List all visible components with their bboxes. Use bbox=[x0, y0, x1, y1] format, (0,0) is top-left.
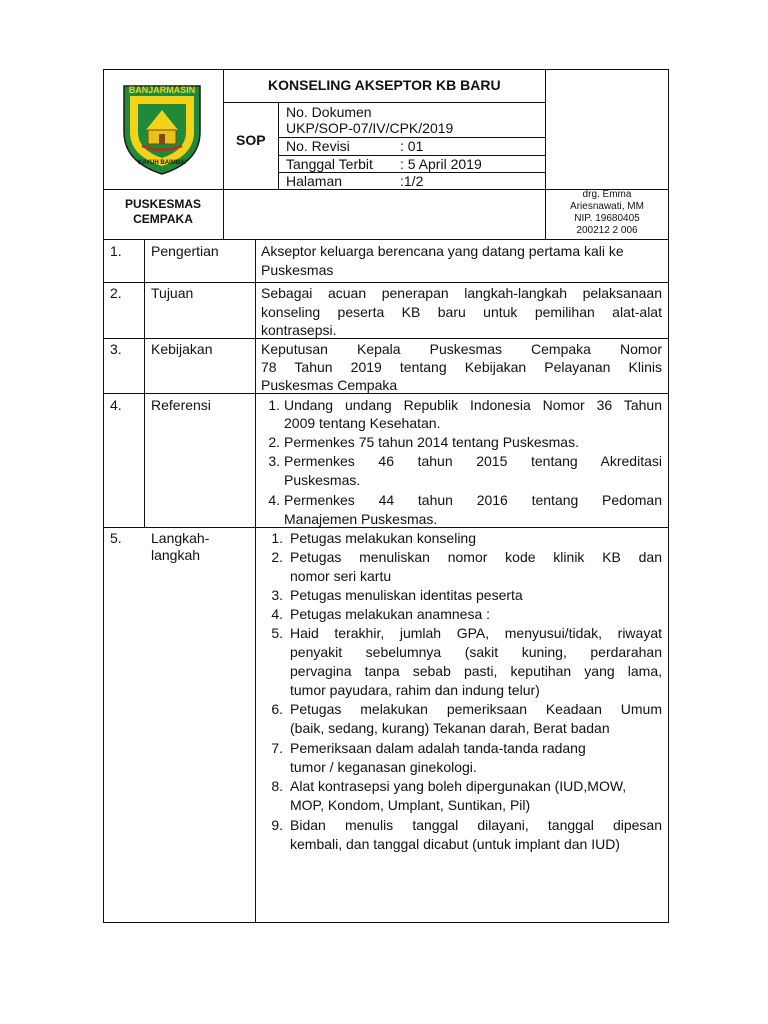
step-line: pervagina tanpa sebab pasti, keputihan yang lama, bbox=[290, 663, 662, 679]
terbit-label: Tanggal Terbit bbox=[286, 156, 373, 172]
row-1-text-line: Akseptor keluarga berencana yang datang pertama kali ke bbox=[261, 243, 624, 259]
step-number: 1. bbox=[271, 530, 283, 546]
halaman-label: Halaman bbox=[286, 173, 343, 189]
reference-item-number: 2. bbox=[268, 434, 280, 450]
sop-label: SOP bbox=[236, 132, 266, 148]
doc-no-label: No. Dokumen bbox=[286, 104, 372, 120]
step-line: Petugas menuliskan identitas peserta bbox=[290, 587, 523, 603]
terbit-value: : 5 April 2019 bbox=[400, 156, 482, 172]
step-number: 9. bbox=[271, 817, 283, 833]
row-3-text-line: Puskesmas Cempaka bbox=[261, 377, 398, 393]
row-2-text-line: kontrasepsi. bbox=[261, 322, 337, 338]
svg-text:KAYUH BAIMBAI: KAYUH BAIMBAI bbox=[137, 160, 187, 166]
row-3-text-line: Keputusan Kepala Puskesmas Cempaka Nomor bbox=[261, 341, 662, 357]
reference-item-number: 3. bbox=[268, 453, 280, 469]
reference-item-line: Permenkes 46 tahun 2015 tentang Akreditasi bbox=[284, 453, 662, 469]
step-line: tumor payudara, rahim dan indung telur) bbox=[290, 682, 540, 698]
reference-item-line: Puskesmas. bbox=[284, 472, 361, 488]
reference-item-number: 4. bbox=[268, 492, 280, 508]
row-3-text-line: 78 Tahun 2019 tentang Kebijakan Pelayanan Klinis bbox=[261, 359, 662, 375]
row-2-label: Tujuan bbox=[151, 285, 194, 301]
org-name-line-1: PUSKESMAS bbox=[124, 197, 201, 211]
step-line: tumor / keganasan ginekologi. bbox=[290, 759, 477, 775]
step-number: 4. bbox=[271, 606, 283, 622]
row-5-label: langkah bbox=[151, 547, 201, 563]
step-number: 7. bbox=[271, 740, 283, 756]
reference-item-line: Permenkes 44 tahun 2016 tentang Pedoman bbox=[284, 492, 662, 508]
svg-text:BANJARMASIN: BANJARMASIN bbox=[128, 85, 196, 95]
row-3-number: 3. bbox=[110, 341, 122, 357]
step-line: Bidan menulis tanggal dilayani, tanggal dipesan bbox=[290, 817, 662, 833]
row-1-number: 1. bbox=[110, 243, 122, 259]
row-4-number: 4. bbox=[110, 397, 122, 413]
row-2-text-line: Sebagai acuan penerapan langkah-langkah pelaksanaan bbox=[261, 285, 662, 301]
banjarmasin-logo bbox=[120, 80, 204, 176]
row-5-label: Langkah- bbox=[151, 530, 210, 546]
step-line: kembali, dan tanggal dicabut (untuk implant dan IUD) bbox=[290, 836, 620, 852]
row-3-label: Kebijakan bbox=[151, 341, 213, 357]
step-number: 8. bbox=[271, 778, 283, 794]
reference-item-line: Manajemen Puskesmas. bbox=[284, 511, 438, 527]
step-number: 3. bbox=[271, 587, 283, 603]
step-line: Alat kontrasepsi yang boleh dipergunakan (IUD,MOW, bbox=[290, 778, 627, 794]
revisi-label: No. Revisi bbox=[286, 138, 350, 154]
reference-item-line: Permenkes 75 tahun 2014 tentang Puskesmas. bbox=[284, 434, 579, 450]
step-line: Haid terakhir, jumlah GPA, menyusui/tidak, riwayat bbox=[290, 625, 662, 641]
doc-no-value: UKP/SOP-07/IV/CPK/2019 bbox=[286, 120, 454, 136]
signer-line-2: Ariesnawati, MM bbox=[570, 201, 644, 212]
step-line: Petugas melakukan pemeriksaan Keadaan Umum bbox=[290, 701, 662, 717]
step-number: 2. bbox=[271, 549, 283, 565]
step-line: Pemeriksaan dalam adalah tanda-tanda radang bbox=[290, 740, 586, 756]
step-number: 6. bbox=[271, 701, 283, 717]
step-line: Petugas melakukan anamnesa : bbox=[290, 606, 491, 622]
signer-line-3: NIP. 19680405 bbox=[574, 213, 640, 224]
step-line: Petugas menuliskan nomor kode klinik KB dan bbox=[290, 549, 662, 565]
step-number: 5. bbox=[271, 625, 283, 641]
row-4-label: Referensi bbox=[151, 397, 211, 413]
reference-item-line: 2009 tentang Kesehatan. bbox=[284, 415, 441, 431]
document-title: KONSELING AKSEPTOR KB BARU bbox=[268, 77, 501, 93]
step-line: MOP, Kondom, Umplant, Suntikan, Pil) bbox=[290, 797, 531, 813]
reference-item-line: Undang undang Republik Indonesia Nomor 36 Tahun bbox=[284, 397, 662, 413]
signer-line-1: drg. Emma bbox=[582, 189, 632, 200]
row-2-text-line: konseling peserta KB baru untuk pemilihan alat-alat bbox=[261, 304, 662, 320]
step-line: nomor seri kartu bbox=[290, 568, 392, 584]
reference-item-number: 1. bbox=[268, 397, 280, 413]
step-line: penyakit sebelumnya (sakit kuning, perdarahan bbox=[290, 644, 662, 660]
step-line: (baik, sedang, kurang) Tekanan darah, Berat badan bbox=[290, 720, 610, 736]
step-line: Petugas melakukan konseling bbox=[290, 530, 477, 546]
row-1-label: Pengertian bbox=[151, 243, 219, 259]
halaman-value: :1/2 bbox=[400, 173, 424, 189]
revisi-value: : 01 bbox=[400, 138, 424, 154]
org-name-line-2: CEMPAKA bbox=[133, 212, 193, 226]
row-1-text-line: Puskesmas bbox=[261, 262, 334, 278]
row-5-number: 5. bbox=[110, 530, 122, 546]
row-2-number: 2. bbox=[110, 285, 122, 301]
signer-line-4: 200212 2 006 bbox=[576, 225, 638, 236]
